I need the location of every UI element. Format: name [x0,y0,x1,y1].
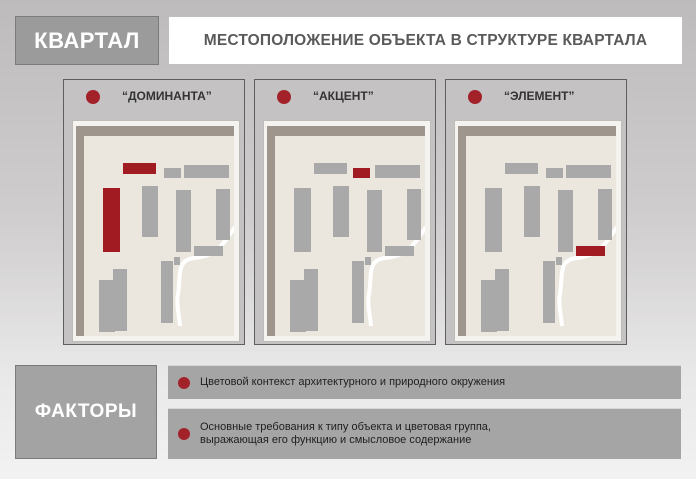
kvartal-label-text: КВАРТАЛ [34,27,140,53]
card-label: “ЭЛЕМЕНТ” [504,89,575,103]
card-header [64,80,244,116]
building [407,189,421,240]
building [164,168,181,178]
building [566,165,611,178]
building [543,261,555,323]
factor-text-line: Цветовой контекст архитектурного и природного окружения [200,376,506,388]
factors-label [15,365,157,459]
highlighted-object-element [576,246,605,256]
building [176,190,191,252]
quarter-map-area [76,126,234,336]
factor-text [200,376,505,389]
building [113,269,127,331]
building [598,189,612,240]
building [314,163,347,174]
quarter-map-area [267,126,425,336]
building [99,280,115,332]
card-label: “АКЦЕНТ” [313,89,374,103]
building [142,186,158,237]
building [333,186,349,237]
building [495,269,509,331]
quarter-map [72,120,240,342]
building [505,163,538,174]
quarter-map [263,120,431,342]
building [385,246,414,256]
red-dot-icon [178,428,190,440]
highlighted-object [123,163,156,174]
highlighted-object-dominant [103,188,120,252]
building [352,261,364,323]
building [294,188,311,252]
factor-text-line: Основные требования к типу объекта и цветовая группа, [200,421,491,433]
highlighted-object-accent [353,168,370,178]
red-dot-icon [277,90,291,104]
red-dot-icon [86,90,100,104]
red-dot-icon [178,377,190,389]
red-dot-icon [468,90,482,104]
factor-text [200,421,491,447]
building [375,165,420,178]
card-dominanta [63,79,245,345]
building [558,190,573,252]
page-title-text: МЕСТОПОЛОЖЕНИЕ ОБЪЕКТА В СТРУКТУРЕ КВАРТАЛА [203,31,648,49]
factor-item [168,365,681,399]
building [174,257,180,265]
card-akcent [254,79,436,345]
building [365,257,371,265]
kvartal-label [15,16,159,65]
card-header [255,80,435,116]
page-title [169,17,682,64]
card-element [445,79,627,345]
quarter-map-area [458,126,616,336]
quarter-map [454,120,622,342]
building [524,186,540,237]
card-label: “ДОМИНАНТА” [122,89,212,103]
building [161,261,173,323]
building [216,189,230,240]
card-header [446,80,626,116]
factors-label-text: ФАКТОРЫ [34,401,138,422]
building [546,168,563,178]
factor-item [168,408,681,459]
building [485,188,502,252]
building [481,280,497,332]
factor-text-line: выражающая его функцию и смысловое содержание [200,434,472,446]
building [184,165,229,178]
building [304,269,318,331]
building [194,246,223,256]
building [367,190,382,252]
building [290,280,306,332]
building [556,257,562,265]
